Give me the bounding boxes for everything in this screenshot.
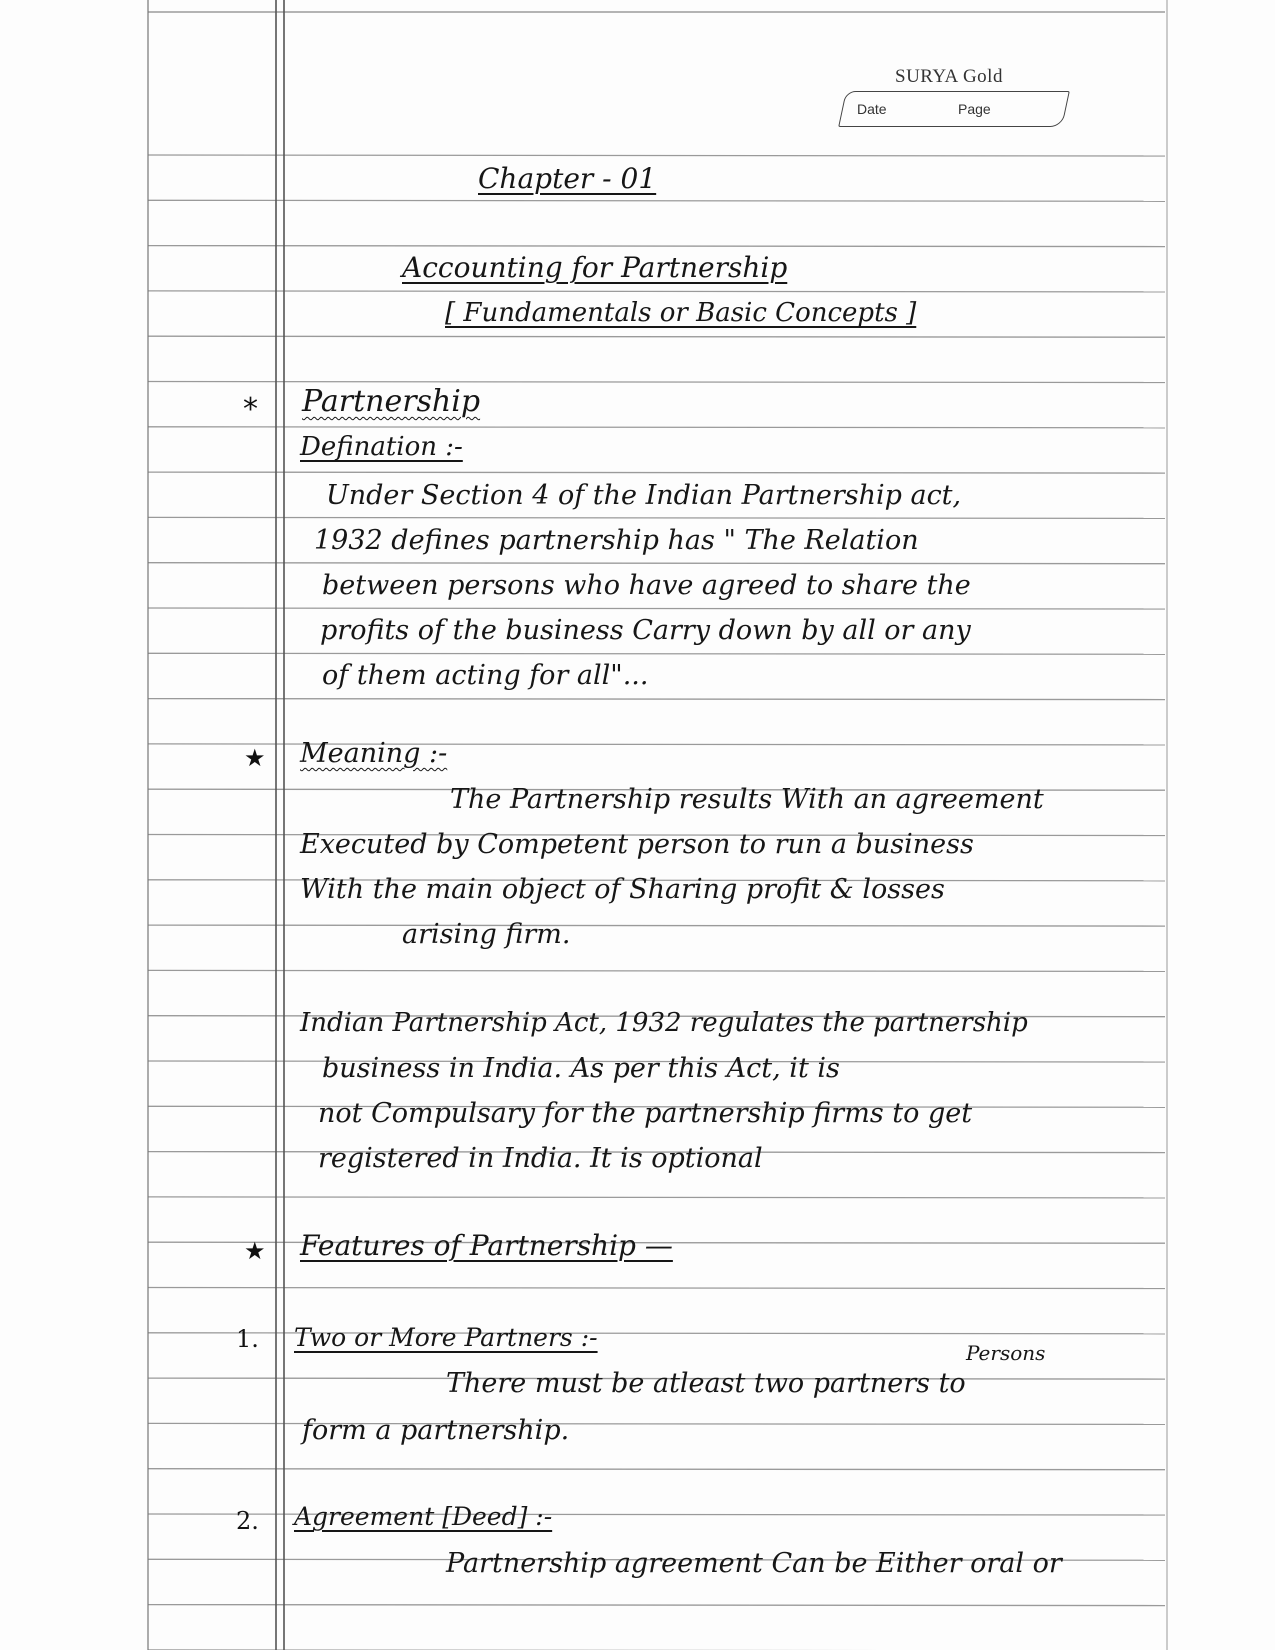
definition-line-3: between persons who have agreed to share the (322, 570, 971, 601)
feature-insert-1: Persons (966, 1341, 1046, 1365)
ruled-line (148, 699, 1165, 700)
definition-line-2: 1932 defines partnership has " The Relation (314, 525, 919, 556)
definition-line-1: Under Section 4 of the Indian Partnership act, (326, 480, 962, 511)
definition-label: Defination :- (300, 432, 463, 462)
ruled-line (148, 291, 1165, 292)
ruled-line (148, 1469, 1165, 1470)
definition-line-4: profits of the business Carry down by all or any (320, 615, 971, 646)
feature-1-line-1: There must be atleast two partners to (446, 1368, 966, 1399)
date-label: Date (857, 101, 887, 117)
section-heading-partnership: Partnership (302, 384, 481, 419)
ruled-line (148, 155, 1165, 156)
meaning-line-3: With the main object of Sharing profit & losses (300, 874, 945, 905)
bullet-star: ★ (244, 1237, 266, 1265)
section-heading-features: Features of Partnership — (300, 1229, 673, 1262)
brand-label: SURYA Gold (895, 66, 1003, 87)
meaning-line-4: arising firm. (402, 919, 571, 950)
ruled-line (148, 653, 1165, 654)
ruled-line (148, 970, 1165, 971)
ruled-line (148, 1197, 1165, 1198)
main-title: Accounting for Partnership (402, 251, 788, 284)
meaning-line-2: Executed by Competent person to run a business (300, 829, 974, 860)
ruled-line (148, 246, 1165, 247)
feature-number-2: 2. (236, 1507, 259, 1535)
ruled-line (148, 608, 1165, 609)
ruled-line (148, 1423, 1165, 1424)
definition-line-5: of them acting for all"... (322, 660, 649, 691)
ruled-line (148, 1288, 1165, 1289)
act-line-4: registered in India. It is optional (318, 1143, 763, 1174)
act-line-1: Indian Partnership Act, 1932 regulates the partnership (300, 1008, 1028, 1038)
feature-title-2: Agreement [Deed] :- (294, 1502, 553, 1531)
ruled-line (148, 382, 1165, 383)
meaning-line-1: The Partnership results With an agreement (450, 784, 1044, 815)
ruled-line (148, 517, 1165, 518)
section-heading-meaning: Meaning :- (300, 738, 448, 769)
sub-title: [ Fundamentals or Basic Concepts ] (445, 298, 917, 328)
ruled-line (148, 200, 1165, 201)
ruled-line (148, 336, 1165, 337)
bullet-star: ★ (244, 744, 266, 772)
ruled-line (148, 563, 1165, 564)
ruled-line (148, 472, 1165, 473)
act-line-2: business in India. As per this Act, it is (322, 1053, 840, 1084)
feature-1-line-2: form a partnership. (302, 1415, 570, 1446)
feature-number-1: 1. (236, 1325, 259, 1353)
bullet-asterisk: * (243, 392, 258, 427)
ruled-line (148, 427, 1165, 428)
ruled-line (148, 1605, 1165, 1606)
act-line-3: not Compulsary for the partnership firms to get (318, 1098, 973, 1129)
page-label: Page (958, 101, 991, 117)
feature-title-1: Two or More Partners :- (294, 1323, 598, 1352)
ruled-line (148, 925, 1165, 926)
chapter-title: Chapter - 01 (478, 162, 657, 195)
feature-2-line-1: Partnership agreement Can be Either oral or (446, 1548, 1062, 1579)
date-page-box (838, 91, 1070, 127)
